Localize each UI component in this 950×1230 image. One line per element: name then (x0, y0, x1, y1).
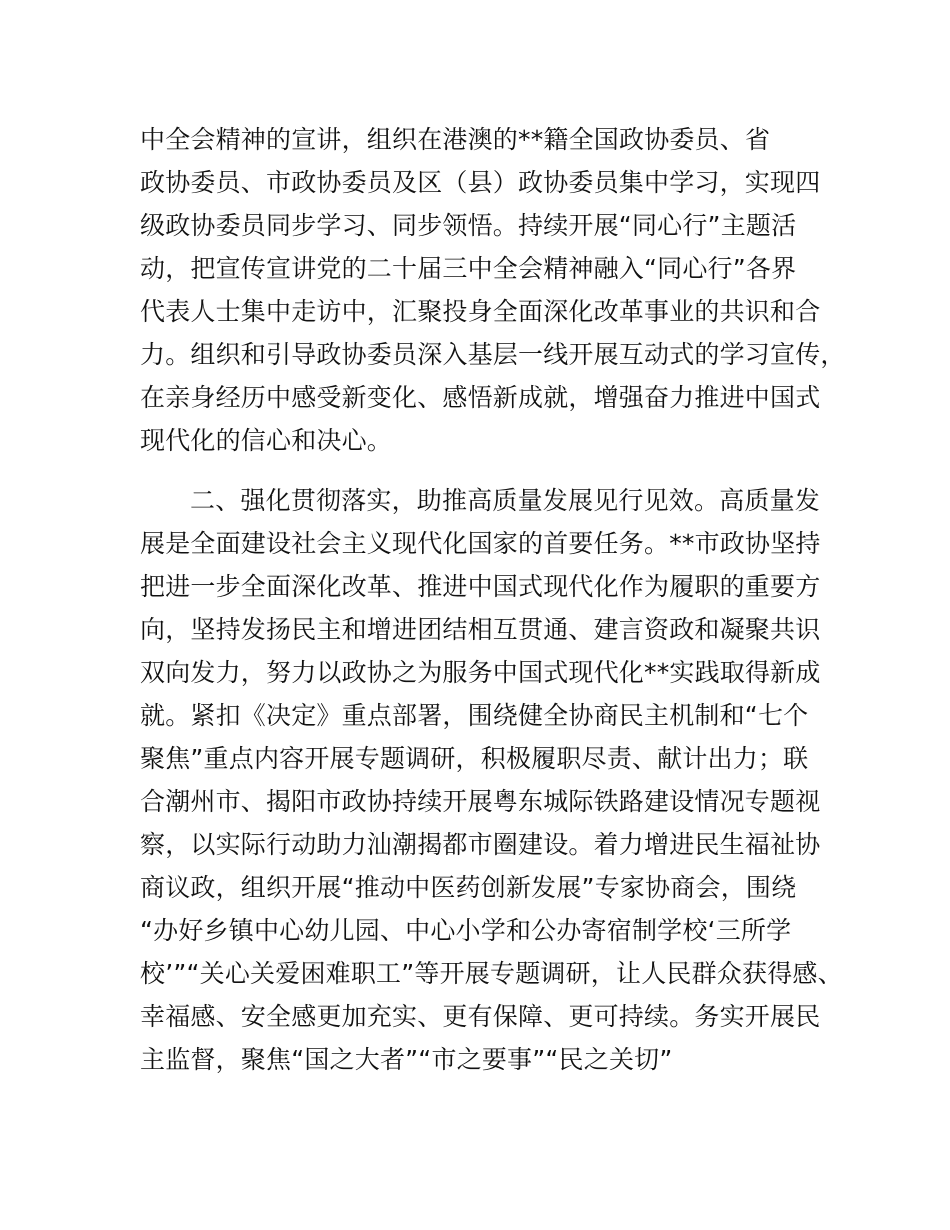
text-line: 代表人士集中走访中，汇聚投身全面深化改革事业的共识和合 (140, 297, 821, 326)
text-line: 校’”“关心关爱困难职工”等开展专题调研，让人民群众获得感、 (140, 959, 843, 988)
text-line: 政协委员、市政协委员及区（县）政协委员集中学习，实现四 (140, 168, 821, 197)
text-line: 级政协委员同步学习、同步领悟。持续开展“同心行”主题活 (140, 211, 797, 240)
text-line: 主监督，聚焦“国之大者”“市之要事”“民之关切” (140, 1045, 673, 1074)
text-line: 在亲身经历中感受新变化、感悟新成就，增强奋力推进中国式 (140, 383, 821, 412)
body-text (140, 118, 846, 1081)
text-line: 动，把宣传宣讲党的二十届三中全会精神融入“同心行”各界 (140, 254, 797, 283)
text-line: 现代化的信心和决心。 (140, 426, 393, 455)
paragraph-gap (140, 462, 830, 479)
text-line: 力。组织和引导政协委员深入基层一线开展互动式的学习宣传， (140, 340, 846, 369)
text-line: 察，以实际行动助力汕潮揭都市圈建设。着力增进民生福祉协 (140, 830, 821, 859)
paragraph-1 (140, 118, 846, 462)
text-line: 二、强化贯彻落实，助推高质量发展见行见效。高质量发 (190, 486, 821, 515)
text-line: 就。紧扣《决定》重点部署，围绕健全协商民主机制和“七个 (140, 701, 809, 730)
text-line: 幸福感、安全感更加充实、更有保障、更可持续。务实开展民 (140, 1002, 821, 1031)
text-line: 合潮州市、揭阳市政协持续开展粤东城际铁路建设情况专题视 (140, 787, 821, 816)
text-line: 展是全面建设社会主义现代化国家的首要任务。**市政协坚持 (140, 529, 821, 558)
text-line: 向，坚持发扬民主和增进团结相互贯通、建言资政和凝聚共识 (140, 615, 821, 644)
text-line: 聚焦”重点内容开展专题调研，积极履职尽责、献计出力；联 (140, 744, 809, 773)
paragraph-2 (140, 479, 843, 1081)
text-line: 双向发力，努力以政协之为服务中国式现代化**实践取得新成 (140, 658, 821, 687)
text-line: 商议政，组织开展“推动中医药创新发展”专家协商会，围绕 (140, 873, 797, 902)
text-line: 把进一步全面深化改革、推进中国式现代化作为履职的重要方 (140, 572, 821, 601)
text-line: “办好乡镇中心幼儿园、中心小学和公办寄宿制学校‘三所学 (140, 916, 792, 945)
text-line: 中全会精神的宣讲，组织在港澳的**籍全国政协委员、省 (140, 125, 771, 154)
